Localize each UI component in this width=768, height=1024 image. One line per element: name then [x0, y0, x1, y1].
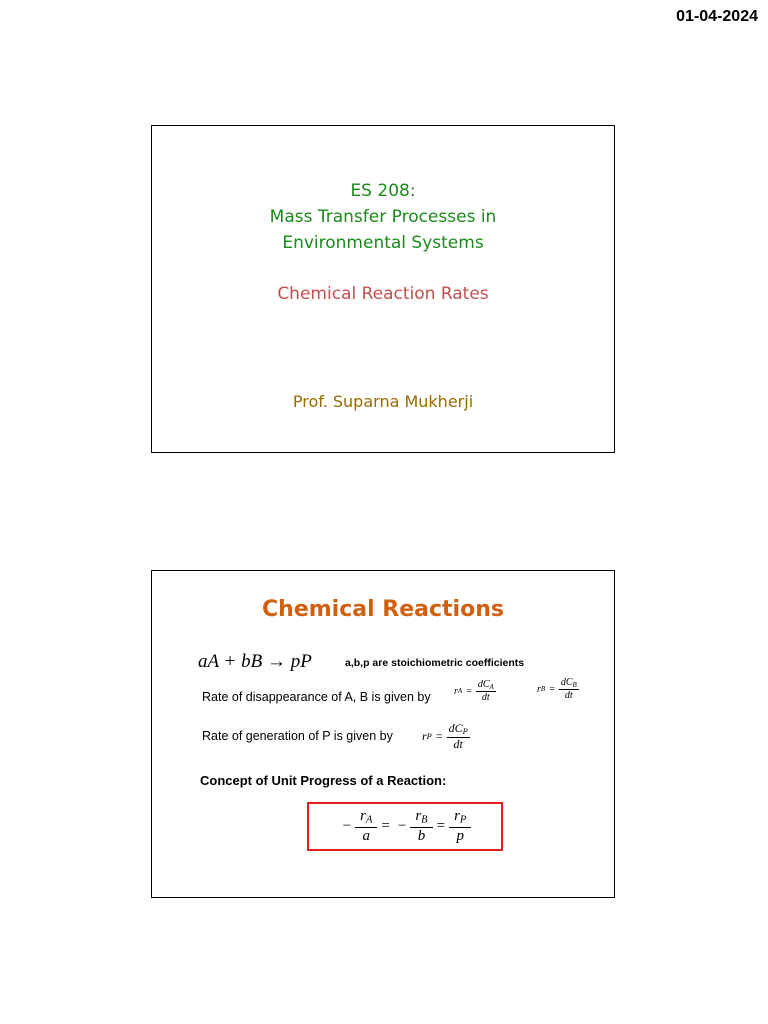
course-title-line-2: Mass Transfer Processes in	[269, 207, 497, 227]
fraction	[559, 677, 579, 701]
subscript-b: B	[421, 814, 428, 826]
concept-heading: Concept of Unit Progress of a Reaction:	[200, 773, 447, 788]
equals-sign: =	[381, 818, 390, 834]
numerator	[410, 808, 432, 828]
dc-symbol: dC	[560, 677, 573, 688]
subscript-a: A	[457, 687, 463, 696]
rate-b-equation	[537, 677, 579, 701]
rate-p-equation	[422, 722, 470, 752]
denominator: dt	[453, 736, 463, 751]
fraction	[476, 679, 496, 703]
minus-sign: −	[342, 818, 352, 834]
reaction-equation: aA + bB → pP	[198, 651, 312, 672]
unit-progress-equation	[307, 802, 503, 851]
rate-symbol: r	[415, 808, 422, 825]
rate-disappearance-text: Rate of disappearance of A, B is given by	[202, 690, 431, 704]
equals-sign: =	[435, 729, 443, 744]
subscript-a: A	[489, 682, 494, 691]
page-date: 01-04-2024	[676, 8, 758, 25]
denominator: b	[417, 827, 426, 844]
numerator	[447, 722, 470, 738]
dc-symbol: dC	[477, 679, 490, 690]
fraction	[355, 808, 377, 845]
course-title-line-1: ES 208:	[350, 181, 416, 201]
denominator: dt	[564, 689, 573, 701]
denominator: dt	[481, 691, 490, 703]
dc-symbol: dC	[448, 721, 463, 735]
rate-a-equation	[454, 679, 496, 703]
denominator: p	[456, 827, 464, 844]
lecture-subtitle: Chemical Reaction Rates	[277, 284, 489, 304]
denominator: a	[362, 827, 370, 844]
subscript-b: B	[572, 680, 577, 689]
subscript-p: P	[426, 732, 432, 742]
rate-symbol: r	[454, 685, 458, 697]
numerator	[449, 808, 471, 828]
course-title	[152, 178, 614, 256]
minus-sign: −	[397, 818, 407, 834]
numerator	[476, 679, 496, 692]
subscript-b: B	[540, 685, 546, 694]
fraction	[447, 722, 470, 752]
fraction	[410, 808, 432, 845]
equals-sign: =	[466, 685, 472, 697]
subscript-p: P	[462, 727, 468, 737]
subscript-a: A	[365, 814, 373, 826]
fraction	[449, 808, 471, 845]
subscript-p: P	[459, 814, 467, 826]
rate-symbol: r	[360, 808, 366, 825]
rate-generation-text: Rate of generation of P is given by	[202, 729, 393, 743]
title-slide	[151, 125, 615, 453]
rate-symbol: r	[454, 808, 460, 825]
equals-sign: =	[549, 683, 555, 695]
numerator	[559, 677, 579, 690]
stoichiometry-note: a,b,p are stoichiometric coefficients	[345, 657, 525, 669]
slide-title: Chemical Reactions	[262, 597, 504, 622]
rate-symbol: r	[537, 683, 541, 695]
author-name: Prof. Suparna Mukherji	[292, 392, 474, 411]
numerator	[355, 808, 377, 828]
course-title-line-3: Environmental Systems	[282, 233, 484, 253]
rate-symbol: r	[422, 729, 427, 744]
equals-sign: =	[436, 818, 446, 834]
chemical-reactions-slide	[151, 570, 615, 898]
